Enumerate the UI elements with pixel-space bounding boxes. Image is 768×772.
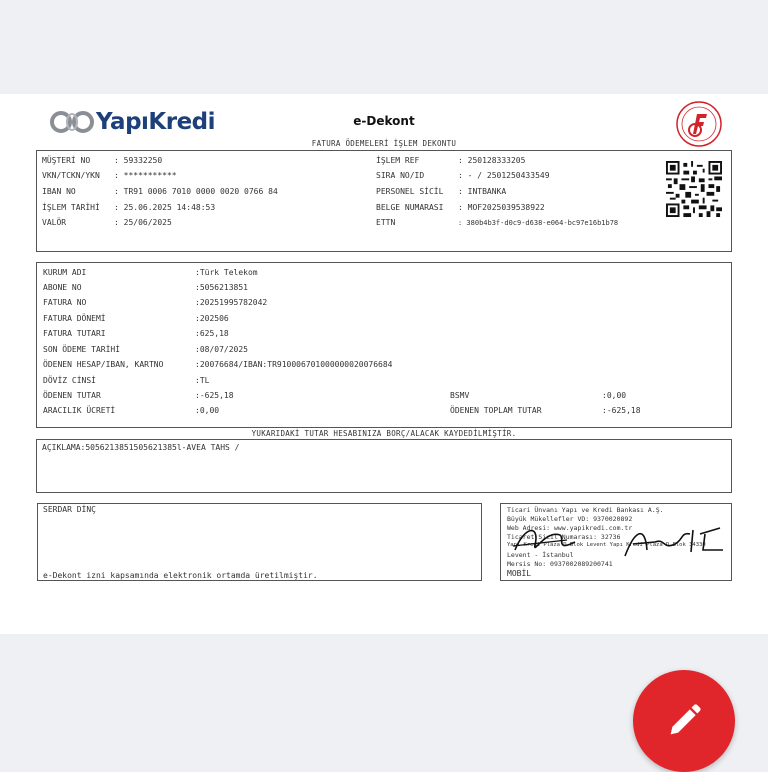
payment-row-odenen-hesap: ÖDENEN HESAP/IBAN, KARTNO :20076684/IBAN:TR910006701000000020076684	[43, 360, 393, 369]
debit-notice: YUKARIDAKİ TUTAR HESABINIZA BORÇ/ALACAK KAYDEDİLMİŞTİR.	[251, 429, 517, 438]
document-title: e-Dekont	[353, 114, 415, 128]
description-text: AÇIKLAMA:5056213851505621385l-AVEA TAHS /	[42, 443, 240, 452]
payment-total-label: ÖDENEN TOPLAM TUTAR	[450, 406, 542, 415]
info-row-iban: IBAN NO : TR91 0006 7010 0000 0020 0766 84	[42, 187, 278, 196]
payment-row-fatura-tutari: FATURA TUTARI :625,18	[43, 329, 229, 338]
e-dekont-note: e-Dekont izni kapsamında elektronik ortamda üretilmiştir.	[43, 571, 318, 580]
payment-row-abone: ABONE NO :5056213851	[43, 283, 248, 292]
info-row-musteri-no: MÜŞTERİ NO : 59332250	[42, 156, 163, 165]
brand-name: YapıKredi	[96, 109, 216, 135]
info-row-valor: VALÖR : 25/06/2025	[42, 218, 172, 227]
payment-row-kurum: KURUM ADI :Türk Telekom	[43, 268, 258, 277]
info-row-islem-ref: İŞLEM REF : 250128333205	[376, 156, 526, 165]
payment-row-fatura-donemi: FATURA DÖNEMİ :202506	[43, 314, 229, 323]
customer-signature-box	[37, 503, 482, 581]
payment-row-fatura-no: FATURA NO :20251995782042	[43, 298, 268, 307]
bank-info-line: Büyük Mükellefler VD: 9370020892	[507, 515, 633, 523]
info-row-vkn: VKN/TCKN/YKN : ***********	[42, 171, 177, 180]
bank-channel: MOBİL	[507, 569, 532, 578]
bank-website-link[interactable]: Web Adresi: www.yapikredi.com.tr	[507, 524, 633, 532]
payment-bsmv-value: :0,00	[602, 391, 627, 400]
payment-row-doviz: DÖVİZ CİNSİ :TL	[43, 376, 210, 385]
bank-info-line: Ticari Ünvanı Yapı ve Kredi Bankası A.Ş.	[507, 506, 664, 514]
document-subtitle: FATURA ÖDEMELERİ İŞLEM DEKONTU	[311, 139, 457, 148]
info-row-belge-numarasi: BELGE NUMARASI : MOF2025039538922	[376, 203, 545, 212]
bank-info-line: Yapı Kredi Plaza D Blok Levent Yapı Kredi Plaza D Blok 34330	[507, 542, 706, 548]
pencil-icon	[664, 701, 704, 741]
qr-code-icon	[666, 160, 722, 218]
info-row-sira-no: SIRA NO/ID : - / 2501250433549	[376, 171, 550, 180]
customer-name: SERDAR DİNÇ	[43, 505, 96, 514]
customer-info-box	[36, 150, 732, 252]
info-row-islem-tarihi: İŞLEM TARİHİ : 25.06.2025 14:48:53	[42, 203, 216, 212]
signature-icon	[505, 520, 730, 562]
bank-info-line: Ticaret Sicil Numarası: 32736	[507, 533, 621, 541]
payment-total-value: :-625,18	[602, 406, 641, 415]
payment-row-odenen-tutar: ÖDENEN TUTAR :-625,18	[43, 391, 234, 400]
info-row-personel-sicil: PERSONEL SİCİL : INTBANKA	[376, 187, 507, 196]
payment-row-aracilik: ARACILIK ÜCRETİ :0,00	[43, 406, 220, 415]
payment-bsmv-label: BSMV	[450, 391, 470, 400]
info-row-ettn: ETTN : 380b4b3f-d0c9-d638-e064-bc97e16b1b78	[376, 218, 619, 227]
bank-info-line: Mersis No: 0937002089200741	[507, 560, 613, 568]
bank-info-line: Levent - İstanbul	[507, 551, 574, 559]
edit-button[interactable]	[633, 670, 735, 772]
payment-row-son-odeme: SON ÖDEME TARİHİ :08/07/2025	[43, 345, 248, 354]
